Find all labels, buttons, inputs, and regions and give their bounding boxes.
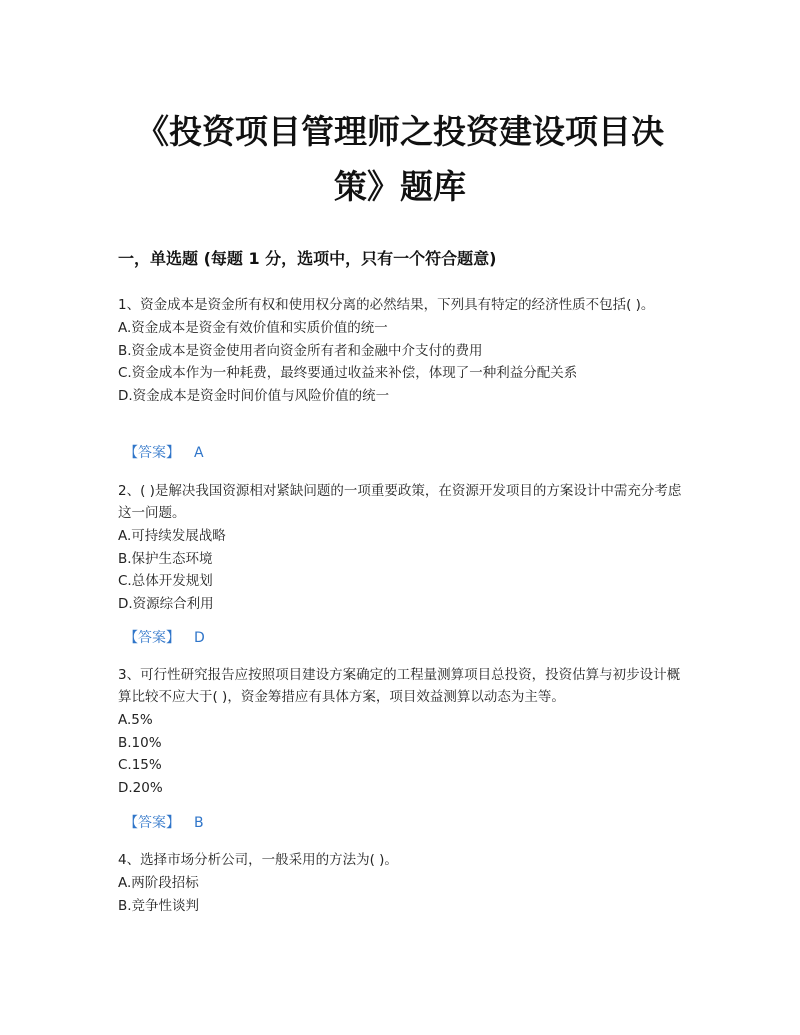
question-stem: 2、( )是解决我国资源相对紧缺问题的一项重要政策，在资源开发项目的方案设计中需充分考虑这一问题。 — [118, 483, 682, 521]
option-b: B.保护生态环境 — [118, 550, 213, 567]
question-3 — [118, 664, 688, 799]
answer-value: D — [194, 630, 205, 646]
question-4 — [118, 849, 688, 917]
question-stem: 3、可行性研究报告应按照项目建设方案确定的工程量测算项目总投资，投资估算与初步设计概算比较不应大于( )，资金筹措应有具体方案，项目效益测算以动态为主等。 — [118, 667, 681, 705]
answer-1 — [124, 442, 204, 462]
title-line-2: 策》题库 — [334, 167, 466, 206]
question-2 — [118, 480, 688, 615]
answer-label: 【答案】 — [124, 445, 180, 461]
answer-label: 【答案】 — [124, 815, 180, 831]
question-1 — [118, 294, 688, 407]
document-title — [100, 104, 700, 214]
option-a: A.两阶段招标 — [118, 875, 199, 891]
answer-value: A — [194, 445, 204, 461]
option-b: B.竞争性谈判 — [118, 897, 200, 914]
option-c: C.资金成本作为一种耗费，最终要通过收益来补偿，体现了一种利益分配关系 — [118, 365, 578, 381]
answer-label: 【答案】 — [124, 630, 180, 646]
question-stem: 1、资金成本是资金所有权和使用权分离的必然结果，下列具有特定的经济性质不包括( )。 — [118, 297, 655, 313]
option-b: B.10% — [118, 734, 162, 751]
option-b: B.资金成本是资金使用者向资金所有者和金融中介支付的费用 — [118, 342, 483, 359]
section-heading: 一，单选题 (每题 1 分，选项中，只有一个符合题意) — [118, 249, 497, 268]
option-d: D.资源综合利用 — [118, 595, 214, 612]
answer-2 — [124, 627, 205, 647]
answer-3 — [124, 812, 204, 832]
question-stem: 4、选择市场分析公司，一般采用的方法为( )。 — [118, 852, 398, 868]
option-c: C.总体开发规划 — [118, 573, 213, 589]
option-d: D.20% — [118, 779, 163, 796]
option-c: C.15% — [118, 757, 162, 773]
option-a: A.可持续发展战略 — [118, 528, 226, 544]
answer-value: B — [194, 815, 204, 831]
option-d: D.资金成本是资金时间价值与风险价值的统一 — [118, 387, 390, 404]
option-a: A.资金成本是资金有效价值和实质价值的统一 — [118, 320, 388, 336]
option-a: A.5% — [118, 712, 153, 728]
title-line-1: 《投资项目管理师之投资建设项目决 — [136, 112, 664, 151]
